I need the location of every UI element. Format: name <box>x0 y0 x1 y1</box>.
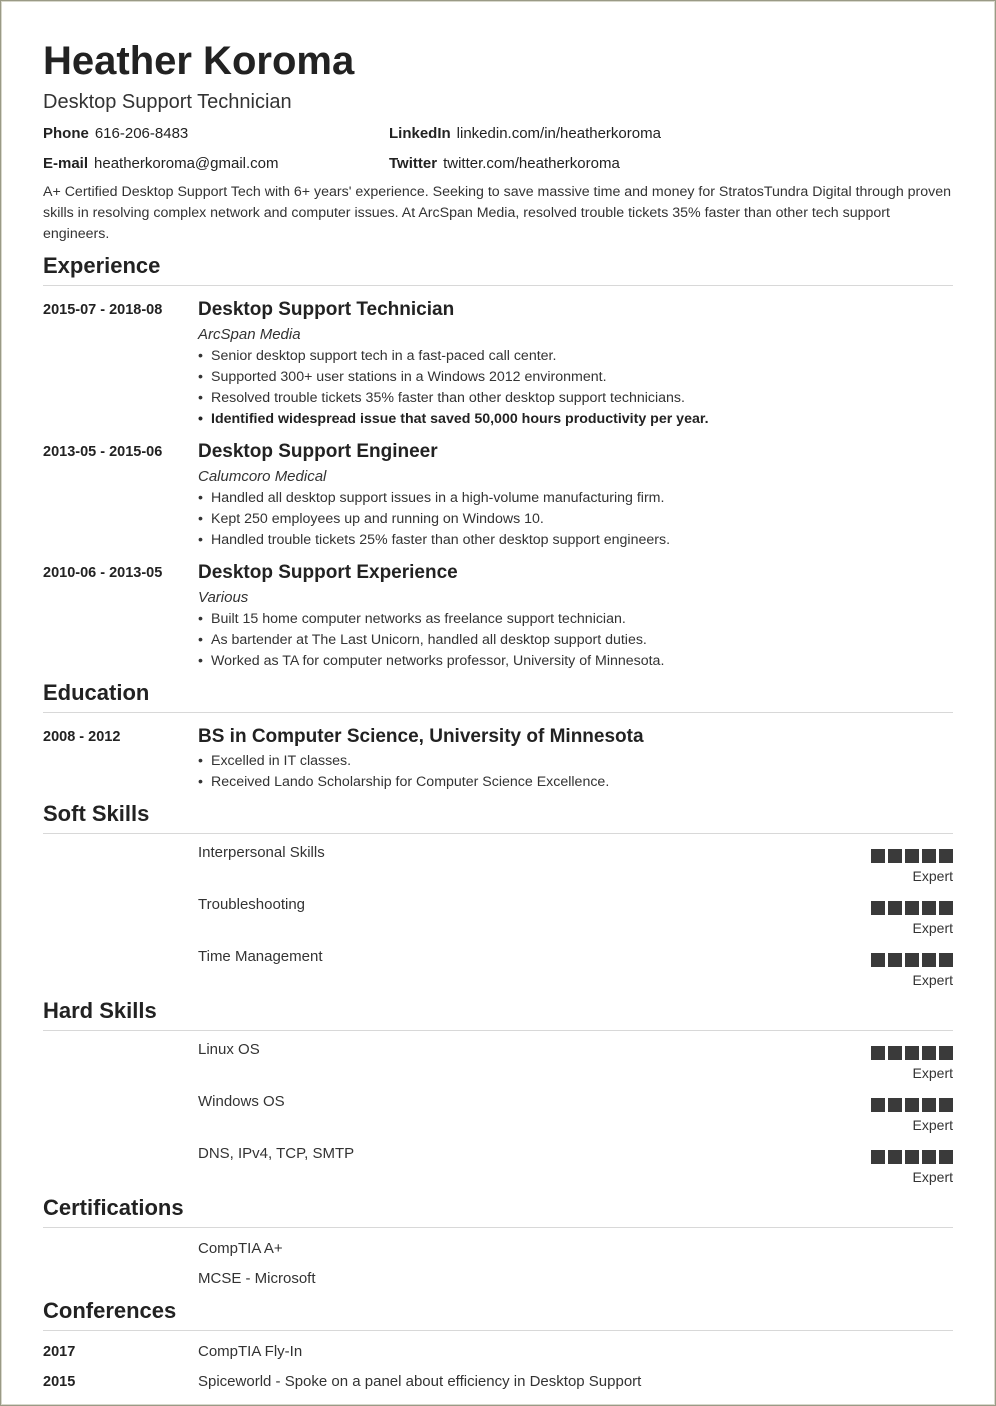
job-org: Calumcoro Medical <box>198 468 327 485</box>
rating-box <box>939 1150 953 1164</box>
job-role: Desktop Support Technician <box>198 299 455 320</box>
skill-row <box>43 938 953 990</box>
education-entry <box>43 725 953 793</box>
twitter-label: Twitter <box>389 155 438 172</box>
skill-row <box>43 1135 953 1187</box>
rating-box <box>871 1098 885 1112</box>
candidate-title: Desktop Support Technician <box>43 91 292 113</box>
education-degree: BS in Computer Science, University of Minnesota <box>198 726 644 747</box>
skill-rating <box>868 1150 953 1164</box>
rating-box <box>888 1150 902 1164</box>
job-role: Desktop Support Engineer <box>198 441 438 462</box>
education-bullets <box>198 751 953 793</box>
contact-twitter <box>389 154 620 174</box>
rating-box <box>871 1046 885 1060</box>
skill-name: Linux OS <box>198 1041 260 1058</box>
rating-box <box>871 849 885 863</box>
list-item: • Identified widespread issue that saved 50,000 hours productivity per year. <box>198 409 953 430</box>
rating-box <box>939 953 953 967</box>
rating-box <box>905 953 919 967</box>
summary: A+ Certified Desktop Support Tech with 6+ years' experience. Seeking to save massive time and money for StratosTundra Digital through proven skills in resolving complex network and computer issues. At ArcSpan Media, resolved trouble tickets 35% faster than other tech support engineers. <box>43 184 952 242</box>
skill-name: Windows OS <box>198 1093 285 1110</box>
job-bullets <box>198 346 953 430</box>
email-label: E-mail <box>43 155 89 172</box>
soft-skills-heading: Soft Skills <box>43 801 953 834</box>
list-item: • Handled trouble tickets 25% faster than other desktop support engineers. <box>198 530 953 551</box>
twitter-value: twitter.com/heatherkoroma <box>443 155 620 172</box>
list-item: • Resolved trouble tickets 35% faster than other desktop support technicians. <box>198 388 953 409</box>
rating-box <box>871 1150 885 1164</box>
skill-rating <box>868 901 953 915</box>
job-role: Desktop Support Experience <box>198 562 458 583</box>
job-entry <box>43 440 953 551</box>
job-entry <box>43 561 953 672</box>
rating-box <box>905 849 919 863</box>
skill-rating <box>868 1098 953 1112</box>
skill-level: Expert <box>912 920 953 936</box>
soft-skills-list <box>43 834 953 990</box>
list-item: • Senior desktop support tech in a fast-paced call center. <box>198 346 953 367</box>
skill-name: Time Management <box>198 948 323 965</box>
job-bullets <box>198 609 953 672</box>
skill-rating <box>868 953 953 967</box>
job-dates: 2015-07 - 2018-08 <box>43 302 163 318</box>
job-entry <box>43 298 953 430</box>
skill-name: Interpersonal Skills <box>198 844 325 861</box>
contact-block <box>43 124 953 186</box>
list-item: MCSE - Microsoft <box>198 1270 316 1287</box>
rating-box <box>888 1046 902 1060</box>
list-item: • Worked as TA for computer networks professor, University of Minnesota. <box>198 651 953 672</box>
education-dates: 2008 - 2012 <box>43 729 121 745</box>
rating-box <box>905 1098 919 1112</box>
skill-row <box>43 1083 953 1135</box>
contact-email <box>43 154 278 174</box>
job-org: Various <box>198 589 249 606</box>
conferences-list <box>43 1337 953 1397</box>
certifications-heading: Certifications <box>43 1195 953 1228</box>
conference-row <box>43 1367 953 1397</box>
rating-box <box>905 1150 919 1164</box>
conference-year: 2015 <box>43 1374 76 1390</box>
skill-rating <box>868 1046 953 1060</box>
skill-level: Expert <box>912 868 953 884</box>
list-item: • Kept 250 employees up and running on Windows 10. <box>198 509 953 530</box>
rating-box <box>905 901 919 915</box>
phone-value: 616-206-8483 <box>94 125 189 142</box>
candidate-name: Heather Koroma <box>43 39 355 83</box>
hard-skills-heading: Hard Skills <box>43 998 953 1031</box>
skill-rating <box>868 849 953 863</box>
rating-box <box>922 953 936 967</box>
conference-name: CompTIA Fly-In <box>198 1343 303 1360</box>
skill-row <box>43 1031 953 1083</box>
skill-name: DNS, IPv4, TCP, SMTP <box>198 1145 355 1162</box>
linkedin-label: LinkedIn <box>389 125 451 142</box>
job-dates: 2013-05 - 2015-06 <box>43 444 163 460</box>
contact-linkedin <box>389 124 661 144</box>
contact-phone <box>43 124 188 144</box>
rating-box <box>939 1046 953 1060</box>
skill-level: Expert <box>912 1117 953 1133</box>
skill-level: Expert <box>912 1169 953 1185</box>
rating-box <box>905 1046 919 1060</box>
rating-box <box>922 849 936 863</box>
education-heading: Education <box>43 680 953 713</box>
list-item: • Supported 300+ user stations in a Windows 2012 environment. <box>198 367 953 388</box>
rating-box <box>939 849 953 863</box>
list-item: CompTIA A+ <box>198 1240 283 1257</box>
skill-level: Expert <box>912 1065 953 1081</box>
skill-level: Expert <box>912 972 953 988</box>
rating-box <box>888 901 902 915</box>
experience-heading: Experience <box>43 253 953 286</box>
rating-box <box>922 1150 936 1164</box>
conference-year: 2017 <box>43 1344 76 1360</box>
email-value: heatherkoroma@gmail.com <box>94 155 279 172</box>
conference-row <box>43 1337 953 1367</box>
job-org: ArcSpan Media <box>198 326 301 343</box>
resume <box>43 38 953 1397</box>
job-bullets <box>198 488 953 551</box>
list-item: • As bartender at The Last Unicorn, handled all desktop support duties. <box>198 630 953 651</box>
rating-box <box>939 1098 953 1112</box>
certifications-list <box>43 1234 953 1294</box>
list-item: • Excelled in IT classes. <box>198 751 953 772</box>
rating-box <box>939 901 953 915</box>
job-dates: 2010-06 - 2013-05 <box>43 565 163 581</box>
rating-box <box>922 1098 936 1112</box>
linkedin-value: linkedin.com/in/heatherkoroma <box>456 125 661 142</box>
list-item: • Handled all desktop support issues in a high-volume manufacturing firm. <box>198 488 953 509</box>
rating-box <box>871 901 885 915</box>
rating-box <box>888 953 902 967</box>
skill-row <box>43 886 953 938</box>
phone-label: Phone <box>43 125 89 142</box>
hard-skills-list <box>43 1031 953 1187</box>
list-item: • Built 15 home computer networks as freelance support technician. <box>198 609 953 630</box>
conference-name: Spiceworld - Spoke on a panel about efficiency in Desktop Support <box>198 1373 642 1390</box>
rating-box <box>871 953 885 967</box>
rating-box <box>888 849 902 863</box>
conferences-heading: Conferences <box>43 1298 953 1331</box>
rating-box <box>922 1046 936 1060</box>
skill-row <box>43 834 953 886</box>
rating-box <box>922 901 936 915</box>
rating-box <box>888 1098 902 1112</box>
list-item: • Received Lando Scholarship for Computer Science Excellence. <box>198 772 953 793</box>
skill-name: Troubleshooting <box>198 896 306 913</box>
